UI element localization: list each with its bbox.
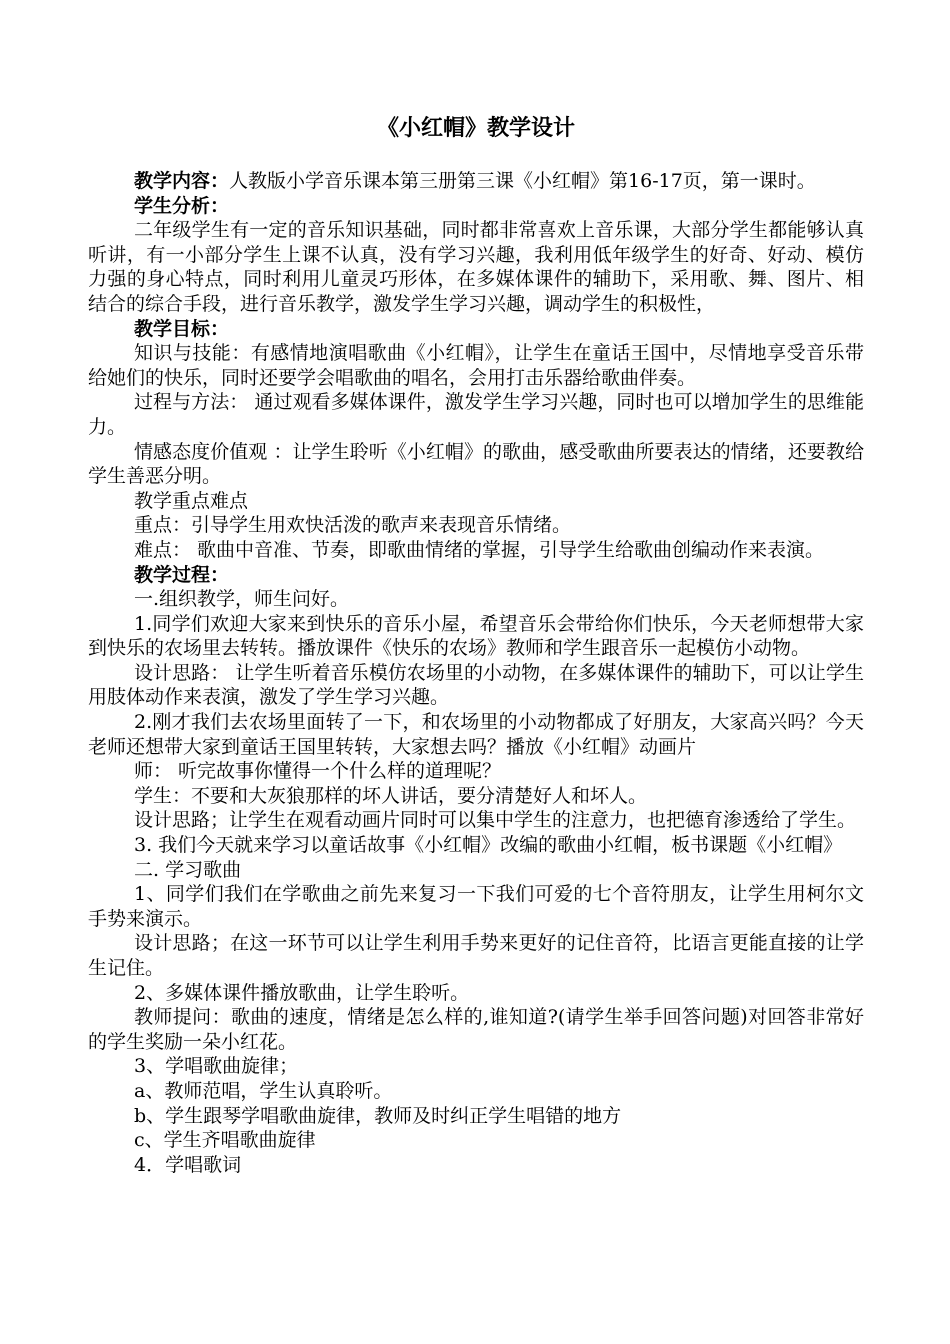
process-line: c、学生齐唱歌曲旋律	[134, 1129, 316, 1152]
process-line: 4．学唱歌词	[134, 1153, 242, 1176]
process-line: 二. 学习歌曲	[134, 858, 242, 881]
process-line: 3、学唱歌曲旋律；	[134, 1055, 299, 1078]
process-line: 设计思路；在这一环节可以让学生利用手势来更好的记住音符，比语言更能直接的让学生记住。	[88, 932, 864, 979]
process-line: 2.刚才我们去农场里面转了一下，和农场里的小动物都成了好朋友，大家高兴吗？今天老师还想带大家到童话王国里转转，大家想去吗？播放《小红帽》动画片	[88, 711, 864, 758]
process-line: 教师提问：歌曲的速度，情绪是怎么样的,谁知道?(请学生举手回答问题)对回答非常好的学生奖励一朵小红花。	[88, 1006, 864, 1053]
process-line: 设计思路： 让学生听着音乐模仿农场里的小动物，在多媒体课件的辅助下，可以让学生用肢体动作来表演，激发了学生学习兴趣。	[88, 661, 864, 709]
process-line: 1、同学们我们在学歌曲之前先来复习一下我们可爱的七个音符朋友，让学生用柯尔文手势来演示。	[88, 883, 864, 930]
process-line: a、教师范唱，学生认真聆听。	[134, 1079, 393, 1102]
difficulty-point: 难点： 歌曲中音准、节奏，即歌曲情绪的掌握，引导学生给歌曲创编动作来表演。	[134, 538, 825, 561]
teaching-content-text: 人教版小学音乐课本第三册第三课《小红帽》第16-17页，第一课时。	[229, 170, 816, 192]
key-point: 重点：引导学生用欢快活泼的歌声来表现音乐情绪。	[134, 514, 572, 537]
teaching-content-label: 教学内容：	[134, 170, 230, 192]
process-line: 学生：不要和大灰狼那样的坏人讲话，要分清楚好人和坏人。	[134, 784, 648, 807]
process-line: 一.组织教学，师生问好。	[134, 588, 350, 611]
document-title: 《小红帽》教学设计	[376, 115, 575, 141]
goal-emotion: 情感态度价值观 ：让学生聆听《小红帽》的歌曲，感受歌曲所要表达的情绪，还要教给学生善恶分明。	[88, 440, 864, 488]
key-points-heading: 教学重点难点	[134, 489, 249, 512]
process-line: 3. 我们今天就来学习以童话故事《小红帽》改编的歌曲小红帽，板书课题《小红帽》	[134, 834, 843, 857]
process-line: 设计思路；让学生在观看动画片同时可以集中学生的注意力，也把德育渗透给了学生。	[134, 809, 857, 832]
teaching-content-paragraph	[88, 169, 864, 194]
process-line: 师： 听完故事你懂得一个什么样的道理呢？	[134, 760, 502, 783]
student-analysis-text: 二年级学生有一定的音乐知识基础，同时都非常喜欢上音乐课，大部分学生都能够认真听讲，有一小部分学生上课不认真，没有学习兴趣，我利用低年级学生的好奇、好动、模仿力强的身心特点，同时利用儿童灵巧形体，在多媒体课件的辅助下，采用歌、舞、图片、相结合的综合手段，进行音乐教学，激发学生学习兴趣，调动学生的积极性，	[88, 219, 864, 315]
student-analysis-heading: 学生分析：	[134, 194, 230, 217]
process-line: 1.同学们欢迎大家来到快乐的音乐小屋，希望音乐会带给你们快乐，今天老师想带大家到快乐的农场里去转转。播放课件《快乐的农场》教师和学生跟音乐一起模仿小动物。	[88, 612, 864, 660]
process-line: b、学生跟琴学唱歌曲旋律，教师及时纠正学生唱错的地方	[134, 1104, 622, 1127]
process-line: 2、多媒体课件播放歌曲，让学生聆听。	[134, 981, 470, 1004]
document-page	[88, 100, 864, 1177]
goals-heading: 教学目标：	[134, 317, 230, 340]
goal-knowledge: 知识与技能：有感情地演唱歌曲《小红帽》，让学生在童话王国中，尽情地享受音乐带给她们的快乐，同时还要学会唱歌曲的唱名，会用打击乐器给歌曲伴奏。	[88, 342, 864, 389]
goal-process: 过程与方法： 通过观看多媒体课件，激发学生学习兴趣，同时也可以增加学生的思维能力。	[88, 391, 864, 438]
process-heading: 教学过程：	[134, 563, 230, 586]
